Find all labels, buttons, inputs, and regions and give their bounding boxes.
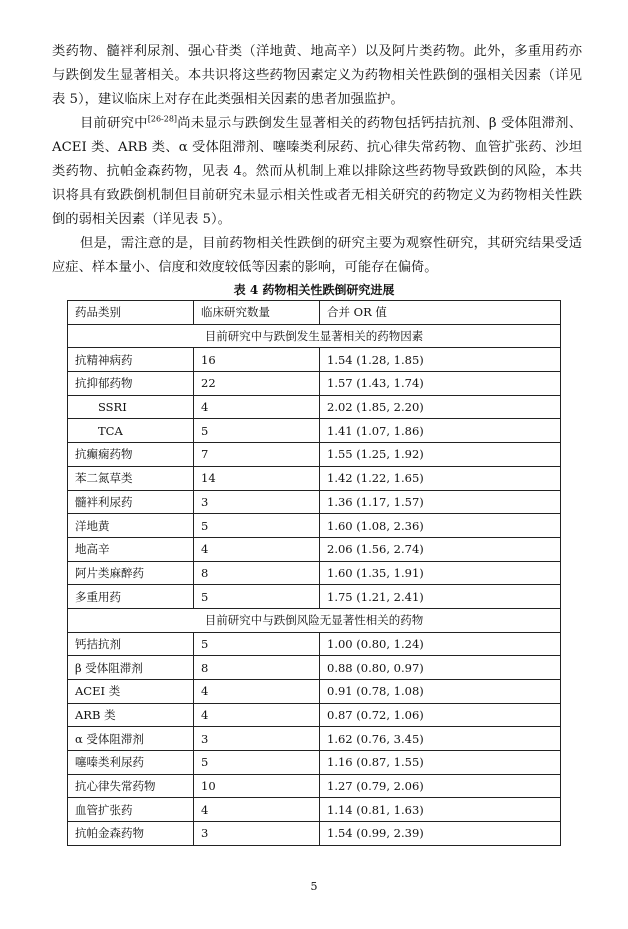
table-row — [68, 822, 561, 846]
drug-category-cell: 抗帕金森药物 — [68, 822, 194, 846]
page-number: 5 — [310, 880, 318, 893]
study-count-cell: 14 — [194, 466, 320, 490]
table-row — [68, 443, 561, 467]
paragraph-bias-note: 但是，需注意的是，目前药物相关性跌倒的研究主要为观察性研究，其研究结果受适应症、样本量小、信度和效度较低等因素的影响，可能存在偏倚。 — [52, 236, 582, 275]
pooled-or-cell: 1.54 (0.99, 2.39) — [320, 822, 561, 846]
header-drug-category: 药品类别 — [68, 301, 194, 325]
study-count-cell: 5 — [194, 751, 320, 775]
pooled-or-cell: 1.54 (1.28, 1.85) — [320, 348, 561, 372]
table-row — [68, 632, 561, 656]
study-count-cell: 16 — [194, 348, 320, 372]
table-row — [68, 514, 561, 538]
pooled-or-cell: 1.14 (0.81, 1.63) — [320, 798, 561, 822]
pooled-or-cell: 1.41 (1.07, 1.86) — [320, 419, 561, 443]
pooled-or-cell: 1.42 (1.22, 1.65) — [320, 466, 561, 490]
drug-category-cell: 抗癫痫药物 — [68, 443, 194, 467]
pooled-or-cell: 1.60 (1.35, 1.91) — [320, 561, 561, 585]
pooled-or-cell: 1.75 (1.21, 2.41) — [320, 585, 561, 609]
pooled-or-cell: 1.00 (0.80, 1.24) — [320, 632, 561, 656]
study-count-cell: 4 — [194, 680, 320, 704]
table-header-row — [68, 301, 561, 325]
drug-category-cell: β 受体阻滞剂 — [68, 656, 194, 680]
study-count-cell: 3 — [194, 490, 320, 514]
drug-category-cell: 阿片类麻醉药 — [68, 561, 194, 585]
table-row — [68, 585, 561, 609]
study-count-cell: 4 — [194, 703, 320, 727]
drug-category-cell: 血管扩张药 — [68, 798, 194, 822]
table-section-row — [68, 324, 561, 348]
pooled-or-cell: 2.02 (1.85, 2.20) — [320, 395, 561, 419]
section-heading: 目前研究中与跌倒风险无显著性相关的药物 — [68, 608, 561, 632]
drug-category-cell: 多重用药 — [68, 585, 194, 609]
study-count-cell: 5 — [194, 585, 320, 609]
study-count-cell: 10 — [194, 774, 320, 798]
citation-reference: [26-28] — [147, 114, 178, 124]
study-count-cell: 3 — [194, 727, 320, 751]
table-row — [68, 727, 561, 751]
study-count-cell: 5 — [194, 632, 320, 656]
table-row — [68, 751, 561, 775]
drug-category-cell: 抗抑郁药物 — [68, 372, 194, 396]
pooled-or-cell: 1.16 (0.87, 1.55) — [320, 751, 561, 775]
drug-category-cell: ARB 类 — [68, 703, 194, 727]
study-count-cell: 4 — [194, 395, 320, 419]
table-row — [68, 561, 561, 585]
table-row — [68, 774, 561, 798]
table-section-row — [68, 608, 561, 632]
study-count-cell: 4 — [194, 798, 320, 822]
drug-category-cell: 钙拮抗剂 — [68, 632, 194, 656]
table-caption: 表 4 药物相关性跌倒研究进展 — [233, 283, 395, 297]
pooled-or-cell: 1.55 (1.25, 1.92) — [320, 443, 561, 467]
table-row — [68, 537, 561, 561]
table-row — [68, 490, 561, 514]
drug-category-cell: SSRI — [68, 395, 194, 419]
study-count-cell: 5 — [194, 419, 320, 443]
study-count-cell: 7 — [194, 443, 320, 467]
drug-category-cell: 噻嗪类利尿药 — [68, 751, 194, 775]
pooled-or-cell: 1.62 (0.76, 3.45) — [320, 727, 561, 751]
drug-category-cell: 抗心律失常药物 — [68, 774, 194, 798]
pooled-or-cell: 1.27 (0.79, 2.06) — [320, 774, 561, 798]
table-row — [68, 372, 561, 396]
paragraph-text: 目前研究中 — [80, 116, 148, 131]
table-row — [68, 798, 561, 822]
header-pooled-or: 合并 OR 值 — [320, 301, 561, 325]
table-row — [68, 419, 561, 443]
paragraph-strong-factors: 类药物、髓袢利尿剂、强心苷类（洋地黄、地高辛）以及阿片类药物。此外，多重用药亦与跌倒发生显著相关。本共识将这些药物因素定义为药物相关性跌倒的强相关因素（详见表 5），建议临床上对存在此类强相关因素的患者加强监护。 — [52, 44, 582, 107]
paragraph-text: 尚未显示与跌倒发生显著相关的药物包括钙拮抗剂、β 受体阻滞剂、ACEI 类、ARB 类、α 受体阻滞剂、噻嗪类利尿药、抗心律失常药物、血管扩张药、沙坦类药物、抗帕金森药物，见表 4。然而从机制上难以排除这些药物导致跌倒的风险，本共识将具有致跌倒机制但目前研究未显示相关性或者无相关研究的药物定义为药物相关性跌倒的弱相关因素（详见表 5）。 — [52, 116, 583, 227]
pooled-or-cell: 1.60 (1.08, 2.36) — [320, 514, 561, 538]
table-row — [68, 395, 561, 419]
drug-category-cell: 髓袢利尿药 — [68, 490, 194, 514]
table-row — [68, 348, 561, 372]
drug-category-cell: 地高辛 — [68, 537, 194, 561]
study-count-cell: 8 — [194, 656, 320, 680]
drug-category-cell: α 受体阻滞剂 — [68, 727, 194, 751]
pooled-or-cell: 1.57 (1.43, 1.74) — [320, 372, 561, 396]
pooled-or-cell: 0.88 (0.80, 0.97) — [320, 656, 561, 680]
study-count-cell: 22 — [194, 372, 320, 396]
drug-category-cell: 洋地黄 — [68, 514, 194, 538]
section-heading: 目前研究中与跌倒发生显著相关的药物因素 — [68, 324, 561, 348]
pooled-or-cell: 2.06 (1.56, 2.74) — [320, 537, 561, 561]
table-row — [68, 680, 561, 704]
pooled-or-cell: 0.91 (0.78, 1.08) — [320, 680, 561, 704]
drug-category-cell: 抗精神病药 — [68, 348, 194, 372]
study-count-cell: 4 — [194, 537, 320, 561]
table-row — [68, 703, 561, 727]
drug-category-cell: TCA — [68, 419, 194, 443]
study-count-cell: 3 — [194, 822, 320, 846]
pooled-or-cell: 0.87 (0.72, 1.06) — [320, 703, 561, 727]
pooled-or-cell: 1.36 (1.17, 1.57) — [320, 490, 561, 514]
drug-category-cell: 苯二氮草类 — [68, 466, 194, 490]
paragraph-weak-factors — [52, 112, 582, 232]
study-count-cell: 8 — [194, 561, 320, 585]
drug-falls-table — [67, 300, 561, 846]
header-study-count: 临床研究数量 — [194, 301, 320, 325]
table-row — [68, 466, 561, 490]
table-row — [68, 656, 561, 680]
drug-category-cell: ACEI 类 — [68, 680, 194, 704]
study-count-cell: 5 — [194, 514, 320, 538]
